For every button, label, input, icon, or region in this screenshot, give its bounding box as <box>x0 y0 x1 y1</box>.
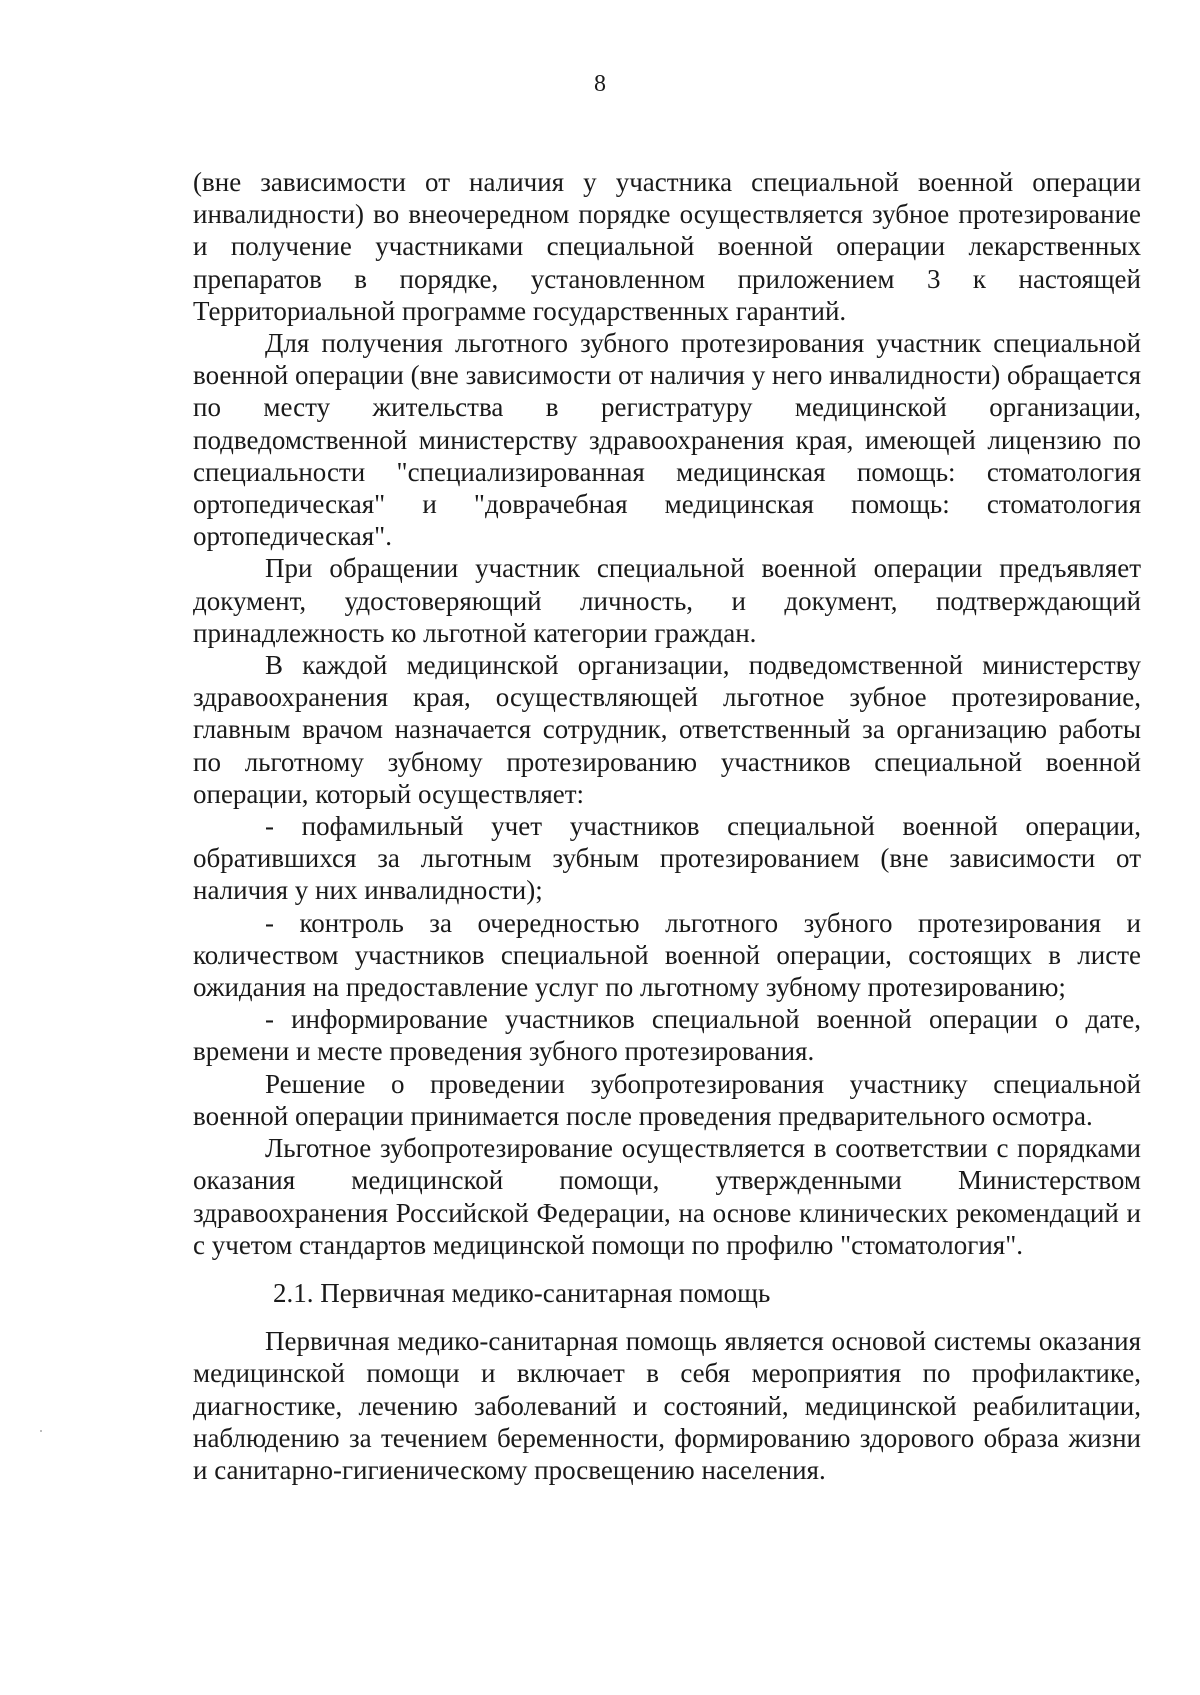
paragraph: Для получения льготного зубного протезирования участник специальной военной операции (вне зависимости от наличия у него инвалидности) обращается по месту жительства в регистратуру медицинской организации, подведомственной министерству здравоохранения края, имеющей лицензию по специальности "специализированная медицинская помощь: стоматология ортопедическая" и "доврачебная медицинская помощь: стоматология ортопедическая". <box>193 328 1141 552</box>
scan-speck <box>40 1430 42 1432</box>
list-item: - контроль за очередностью льготного зубного протезирования и количеством участников специальной военной операции, состоящих в листе ожидания на предоставление услуг по льготному зубному протезированию; <box>193 907 1141 1003</box>
paragraph: В каждой медицинской организации, подведомственной министерству здравоохранения края, осуществляющей льготное зубное протезирование, главным врачом назначается сотрудник, ответственный за организацию работы по льготному зубному протезированию участников специальной военной операции, который осуществляет: <box>193 650 1141 809</box>
paragraph: (вне зависимости от наличия у участника специальной военной операции инвалидности) во внеочередном порядке осуществляется зубное протезирование и получение участниками специальной военной операции лекарственных препаратов в порядке, установленном приложением 3 к настоящей Территориальной программе государственных гарантий. <box>193 167 1141 326</box>
list-item: - пофамильный учет участников специальной военной операции, обратившихся за льготным зубным протезированием (вне зависимости от наличия у них инвалидности); <box>193 811 1141 906</box>
paragraph: Первичная медико-санитарная помощь является основой системы оказания медицинской помощи и включает в себя мероприятия по профилактике, диагностике, лечению заболеваний и состояний, медицинской реабилитации, наблюдению за течением беременности, формированию здорового образа жизни и санитарно-гигиеническому просвещению населения. <box>193 1326 1141 1485</box>
paragraph: Льготное зубопротезирование осуществляется в соответствии с порядками оказания медицинской помощи, утвержденными Министерством здравоохранения Российской Федерации, на основе клинических рекомендаций и с учетом стандартов медицинской помощи по профилю "стоматология". <box>193 1133 1141 1260</box>
document-body <box>193 166 1141 1486</box>
page-number: 8 <box>594 71 606 97</box>
paragraph: Решение о проведении зубопротезирования участнику специальной военной операции принимается после проведения предварительного осмотра. <box>193 1068 1141 1131</box>
section-heading: 2.1. Первичная медико-санитарная помощь <box>273 1277 771 1308</box>
list-item: - информирование участников специальной военной операции о дате, времени и месте проведения зубного протезирования. <box>193 1004 1141 1067</box>
paragraph: При обращении участник специальной военной операции предъявляет документ, удостоверяющий личность, и документ, подтверждающий принадлежность ко льготной категории граждан. <box>193 553 1141 648</box>
